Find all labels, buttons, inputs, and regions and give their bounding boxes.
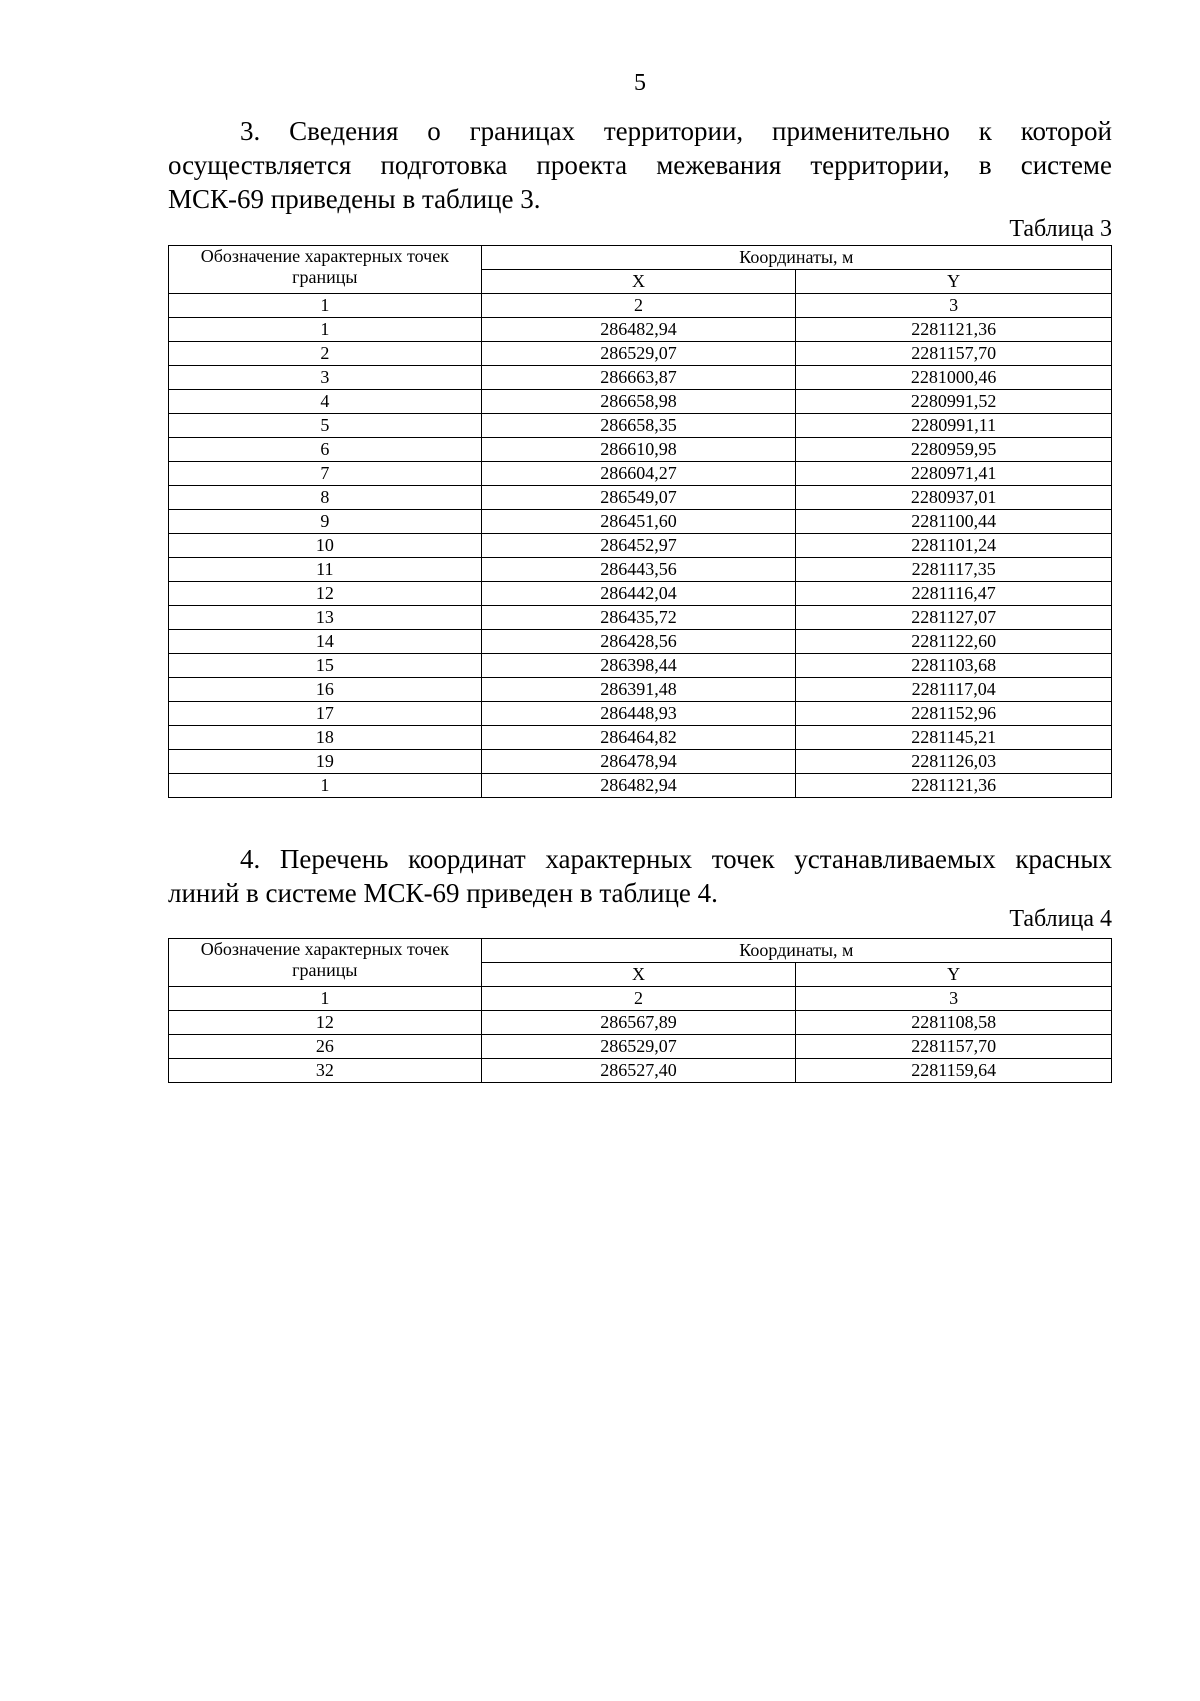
point-number-cell: 8 <box>169 486 482 510</box>
y-coordinate-cell: 2281108,58 <box>796 1011 1112 1035</box>
x-coordinate-cell: 286527,40 <box>481 1059 796 1083</box>
table-3-col-number: 1 <box>169 294 482 318</box>
x-coordinate-cell: 286451,60 <box>481 510 796 534</box>
point-number-cell: 14 <box>169 630 482 654</box>
table-4 <box>168 938 1112 1083</box>
point-number-cell: 16 <box>169 678 482 702</box>
point-number-cell: 12 <box>169 582 482 606</box>
point-number-cell: 3 <box>169 366 482 390</box>
point-number-cell: 32 <box>169 1059 482 1083</box>
point-number-cell: 5 <box>169 414 482 438</box>
table-row <box>169 390 1112 414</box>
table-row <box>169 606 1112 630</box>
point-number-cell: 1 <box>169 318 482 342</box>
table-row <box>169 438 1112 462</box>
y-coordinate-cell: 2281127,07 <box>796 606 1112 630</box>
x-coordinate-cell: 286529,07 <box>481 342 796 366</box>
y-coordinate-cell: 2281122,60 <box>796 630 1112 654</box>
x-coordinate-cell: 286529,07 <box>481 1035 796 1059</box>
section-3-line-3: МСК-69 приведены в таблице 3. <box>168 184 541 214</box>
x-coordinate-cell: 286464,82 <box>481 726 796 750</box>
x-coordinate-cell: 286610,98 <box>481 438 796 462</box>
table-row <box>169 414 1112 438</box>
table-3-y-header: Y <box>796 270 1112 294</box>
y-coordinate-cell: 2281121,36 <box>796 318 1112 342</box>
point-number-cell: 18 <box>169 726 482 750</box>
table-row <box>169 1059 1112 1083</box>
page-number: 5 <box>634 70 646 96</box>
y-coordinate-cell: 2280991,11 <box>796 414 1112 438</box>
point-number-cell: 10 <box>169 534 482 558</box>
y-coordinate-cell: 2281121,36 <box>796 774 1112 798</box>
table-4-col-number: 3 <box>796 987 1112 1011</box>
table-row <box>169 462 1112 486</box>
point-number-cell: 19 <box>169 750 482 774</box>
y-coordinate-cell: 2281117,35 <box>796 558 1112 582</box>
table-row <box>169 342 1112 366</box>
x-coordinate-cell: 286482,94 <box>481 318 796 342</box>
x-coordinate-cell: 286428,56 <box>481 630 796 654</box>
y-coordinate-cell: 2280971,41 <box>796 462 1112 486</box>
point-number-cell: 13 <box>169 606 482 630</box>
x-coordinate-cell: 286658,35 <box>481 414 796 438</box>
table-3-col-number: 2 <box>481 294 796 318</box>
table-row <box>169 630 1112 654</box>
table-3-caption: Таблица 3 <box>1009 216 1112 242</box>
table-row <box>169 366 1112 390</box>
table-row <box>169 750 1112 774</box>
table-row <box>169 774 1112 798</box>
table-4-coords-header: Координаты, м <box>481 939 1111 963</box>
x-coordinate-cell: 286391,48 <box>481 678 796 702</box>
point-number-cell: 6 <box>169 438 482 462</box>
y-coordinate-cell: 2281100,44 <box>796 510 1112 534</box>
y-coordinate-cell: 2281103,68 <box>796 654 1112 678</box>
x-coordinate-cell: 286452,97 <box>481 534 796 558</box>
y-coordinate-cell: 2280991,52 <box>796 390 1112 414</box>
table-4-col-number: 2 <box>481 987 796 1011</box>
x-coordinate-cell: 286482,94 <box>481 774 796 798</box>
table-4-x-header: X <box>481 963 796 987</box>
table-3-col-number: 3 <box>796 294 1112 318</box>
table-row <box>169 558 1112 582</box>
x-coordinate-cell: 286567,89 <box>481 1011 796 1035</box>
y-coordinate-cell: 2281126,03 <box>796 750 1112 774</box>
table-4-caption: Таблица 4 <box>1009 906 1112 932</box>
y-coordinate-cell: 2281157,70 <box>796 342 1112 366</box>
point-number-cell: 15 <box>169 654 482 678</box>
point-number-cell: 1 <box>169 774 482 798</box>
x-coordinate-cell: 286478,94 <box>481 750 796 774</box>
y-coordinate-cell: 2281116,47 <box>796 582 1112 606</box>
y-coordinate-cell: 2280937,01 <box>796 486 1112 510</box>
section-3-line-2: осуществляется подготовка проекта межевания территории, в системе <box>168 150 1112 180</box>
table-3 <box>168 245 1112 798</box>
table-row <box>169 318 1112 342</box>
point-number-cell: 4 <box>169 390 482 414</box>
x-coordinate-cell: 286398,44 <box>481 654 796 678</box>
table-row <box>169 726 1112 750</box>
x-coordinate-cell: 286663,87 <box>481 366 796 390</box>
table-row <box>169 1011 1112 1035</box>
point-number-cell: 2 <box>169 342 482 366</box>
y-coordinate-cell: 2281152,96 <box>796 702 1112 726</box>
point-number-cell: 17 <box>169 702 482 726</box>
y-coordinate-cell: 2281117,04 <box>796 678 1112 702</box>
point-number-cell: 7 <box>169 462 482 486</box>
x-coordinate-cell: 286549,07 <box>481 486 796 510</box>
section-4-line-1: 4. Перечень координат характерных точек устанавливаемых красных <box>240 844 1112 874</box>
x-coordinate-cell: 286658,98 <box>481 390 796 414</box>
y-coordinate-cell: 2281101,24 <box>796 534 1112 558</box>
y-coordinate-cell: 2281145,21 <box>796 726 1112 750</box>
section-4-paragraph <box>168 842 1112 910</box>
section-4-line-2: линий в системе МСК-69 приведен в таблице 4. <box>168 878 718 908</box>
table-row <box>169 510 1112 534</box>
section-3-line-1: 3. Сведения о границах территории, применительно к которой <box>240 116 1112 146</box>
x-coordinate-cell: 286448,93 <box>481 702 796 726</box>
table-4-body <box>169 1011 1112 1083</box>
table-row <box>169 654 1112 678</box>
table-3-body <box>169 318 1112 798</box>
table-row <box>169 534 1112 558</box>
table-3-point-header: Обозначение характерных точек границы <box>169 246 482 294</box>
x-coordinate-cell: 286435,72 <box>481 606 796 630</box>
section-3-paragraph <box>168 114 1112 216</box>
table-row <box>169 1035 1112 1059</box>
table-4-y-header: Y <box>796 963 1112 987</box>
table-row <box>169 702 1112 726</box>
table-row <box>169 486 1112 510</box>
table-3-coords-header: Координаты, м <box>481 246 1111 270</box>
table-row <box>169 582 1112 606</box>
point-number-cell: 11 <box>169 558 482 582</box>
table-4-col-number: 1 <box>169 987 482 1011</box>
point-number-cell: 9 <box>169 510 482 534</box>
point-number-cell: 26 <box>169 1035 482 1059</box>
y-coordinate-cell: 2281159,64 <box>796 1059 1112 1083</box>
x-coordinate-cell: 286442,04 <box>481 582 796 606</box>
x-coordinate-cell: 286443,56 <box>481 558 796 582</box>
y-coordinate-cell: 2281000,46 <box>796 366 1112 390</box>
table-3-x-header: X <box>481 270 796 294</box>
table-row <box>169 678 1112 702</box>
y-coordinate-cell: 2280959,95 <box>796 438 1112 462</box>
table-4-point-header: Обозначение характерных точек границы <box>169 939 482 987</box>
y-coordinate-cell: 2281157,70 <box>796 1035 1112 1059</box>
x-coordinate-cell: 286604,27 <box>481 462 796 486</box>
point-number-cell: 12 <box>169 1011 482 1035</box>
